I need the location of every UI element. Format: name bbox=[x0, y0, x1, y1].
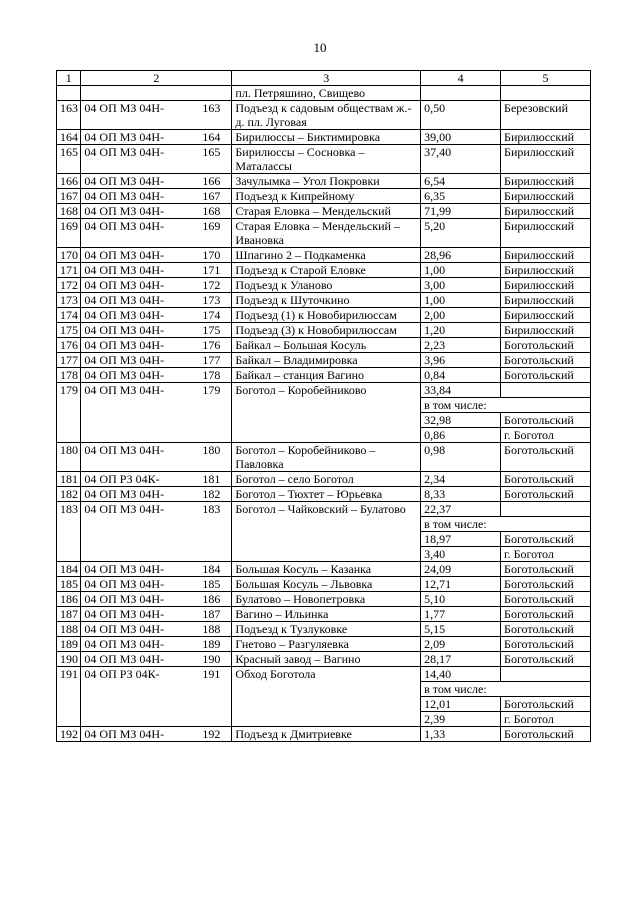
length-cell: 22,37 bbox=[421, 502, 501, 517]
table-row bbox=[57, 577, 591, 592]
district-cell: Бирилюсский bbox=[501, 263, 591, 278]
district-cell: Бирилюсский bbox=[501, 174, 591, 189]
road-code: 04 ОП МЗ 04Н- bbox=[84, 353, 165, 367]
row-id-cell: 166 bbox=[57, 174, 81, 189]
road-code-cell bbox=[81, 353, 232, 368]
length-cell: 0,84 bbox=[421, 368, 501, 383]
table-row bbox=[57, 622, 591, 637]
district-cell: Боготольский bbox=[501, 637, 591, 652]
length-cell: 6,35 bbox=[421, 189, 501, 204]
road-code-cell bbox=[81, 174, 232, 189]
table-row bbox=[57, 278, 591, 293]
road-code-cell bbox=[81, 145, 232, 174]
length-cell: 71,99 bbox=[421, 204, 501, 219]
row-id-cell: 188 bbox=[57, 622, 81, 637]
including-note-cell: в том числе: bbox=[421, 517, 591, 532]
district-cell: Бирилюсский bbox=[501, 130, 591, 145]
road-code: 04 ОП МЗ 04Н- bbox=[84, 607, 165, 621]
road-name-cell: Большая Косуль – Казанка bbox=[232, 562, 421, 577]
length-cell: 0,98 bbox=[421, 443, 501, 472]
length-cell: 2,00 bbox=[421, 308, 501, 323]
road-code-cell bbox=[81, 323, 232, 338]
length-cell: 0,50 bbox=[421, 101, 501, 130]
table-row bbox=[57, 248, 591, 263]
road-code-cell bbox=[81, 727, 232, 742]
road-code-cell bbox=[81, 338, 232, 353]
table-row bbox=[57, 338, 591, 353]
road-code: 04 ОП МЗ 04Н- bbox=[84, 577, 165, 591]
road-name-cell: Подъезд к Кипрейному bbox=[232, 189, 421, 204]
road-code: 04 ОП МЗ 04Н- bbox=[84, 637, 165, 651]
road-number: 172 bbox=[202, 278, 221, 292]
road-code-cell bbox=[81, 667, 232, 727]
row-id-cell: 176 bbox=[57, 338, 81, 353]
road-code: 04 ОП МЗ 04Н- bbox=[84, 368, 165, 382]
length-cell: 1,33 bbox=[421, 727, 501, 742]
length-cell: 12,01 bbox=[421, 697, 501, 712]
district-cell: Бирилюсский bbox=[501, 248, 591, 263]
road-name-cell: Подъезд к Шуточкино bbox=[232, 293, 421, 308]
road-name-cell: Обход Боготола bbox=[232, 667, 421, 727]
row-id-cell: 172 bbox=[57, 278, 81, 293]
row-id-cell: 186 bbox=[57, 592, 81, 607]
road-code: 04 ОП МЗ 04Н- bbox=[84, 293, 165, 307]
district-cell: Боготольский bbox=[501, 592, 591, 607]
road-code-cell bbox=[81, 263, 232, 278]
row-id-cell: 174 bbox=[57, 308, 81, 323]
road-number: 190 bbox=[202, 652, 221, 666]
row-id-cell: 185 bbox=[57, 577, 81, 592]
district-cell: г. Боготол bbox=[501, 428, 591, 443]
district-cell: Бирилюсский bbox=[501, 293, 591, 308]
row-id-cell: 181 bbox=[57, 472, 81, 487]
road-name-cell: Подъезд к Старой Еловке bbox=[232, 263, 421, 278]
road-number: 175 bbox=[202, 323, 221, 337]
road-number: 185 bbox=[202, 577, 221, 591]
row-id-cell: 164 bbox=[57, 130, 81, 145]
table-row bbox=[57, 443, 591, 472]
road-number: 167 bbox=[202, 189, 221, 203]
length-cell: 3,96 bbox=[421, 353, 501, 368]
road-code: 04 ОП МЗ 04Н- bbox=[84, 278, 165, 292]
road-name-cell: Боготол – село Боготол bbox=[232, 472, 421, 487]
length-cell: 18,97 bbox=[421, 532, 501, 547]
table-row bbox=[57, 667, 591, 682]
road-number: 168 bbox=[202, 204, 221, 218]
district-cell: Бирилюсский bbox=[501, 145, 591, 174]
road-code-cell bbox=[81, 383, 232, 443]
table-row bbox=[57, 368, 591, 383]
length-cell: 28,96 bbox=[421, 248, 501, 263]
roads-table bbox=[56, 70, 591, 742]
length-cell: 28,17 bbox=[421, 652, 501, 667]
road-code-cell bbox=[81, 622, 232, 637]
road-code: 04 ОП РЗ 04К- bbox=[84, 472, 160, 486]
district-cell: Боготольский bbox=[501, 607, 591, 622]
row-id-cell: 177 bbox=[57, 353, 81, 368]
road-number: 178 bbox=[202, 368, 221, 382]
road-code: 04 ОП МЗ 04Н- bbox=[84, 101, 165, 115]
road-name-cell: Старая Еловка – Мендельский bbox=[232, 204, 421, 219]
road-number: 192 bbox=[202, 727, 221, 741]
length-cell: 6,54 bbox=[421, 174, 501, 189]
row-id-cell: 187 bbox=[57, 607, 81, 622]
road-code: 04 ОП МЗ 04Н- bbox=[84, 622, 165, 636]
road-code: 04 ОП МЗ 04Н- bbox=[84, 443, 165, 457]
road-name-cell: Подъезд (1) к Новобирилюссам bbox=[232, 308, 421, 323]
road-name-cell: Боготол – Чайковский – Булатово bbox=[232, 502, 421, 562]
road-code-cell bbox=[81, 130, 232, 145]
row-id-cell: 191 bbox=[57, 667, 81, 727]
road-number: 191 bbox=[202, 667, 221, 681]
row-id-cell: 189 bbox=[57, 637, 81, 652]
row-id-cell: 169 bbox=[57, 219, 81, 248]
row-id-cell: 163 bbox=[57, 101, 81, 130]
table-row bbox=[57, 130, 591, 145]
table-row bbox=[57, 592, 591, 607]
including-note-cell: в том числе: bbox=[421, 682, 591, 697]
district-cell: Боготольский bbox=[501, 622, 591, 637]
row-id-cell: 183 bbox=[57, 502, 81, 562]
length-cell: 2,39 bbox=[421, 712, 501, 727]
district-cell: Боготольский bbox=[501, 353, 591, 368]
road-code: 04 ОП МЗ 04Н- bbox=[84, 562, 165, 576]
road-code-cell bbox=[81, 472, 232, 487]
district-cell: Боготольский bbox=[501, 368, 591, 383]
table-row bbox=[57, 383, 591, 398]
district-cell: Бирилюсский bbox=[501, 308, 591, 323]
length-cell: 0,86 bbox=[421, 428, 501, 443]
road-code-cell bbox=[81, 443, 232, 472]
district-cell: Боготольский bbox=[501, 532, 591, 547]
road-name-cell: Подъезд к Уланово bbox=[232, 278, 421, 293]
road-number: 170 bbox=[202, 248, 221, 262]
road-code: 04 ОП МЗ 04Н- bbox=[84, 248, 165, 262]
header-cell: 5 bbox=[501, 71, 591, 86]
district-cell: Боготольский bbox=[501, 443, 591, 472]
road-number: 177 bbox=[202, 353, 221, 367]
length-cell: 33,84 bbox=[421, 383, 501, 398]
road-name-cell: Байкал – Большая Косуль bbox=[232, 338, 421, 353]
header-cell: 2 bbox=[81, 71, 232, 86]
length-cell: 5,15 bbox=[421, 622, 501, 637]
row-id-cell: 167 bbox=[57, 189, 81, 204]
road-number: 180 bbox=[202, 443, 221, 457]
district-cell: Боготольский bbox=[501, 338, 591, 353]
road-name-cell: Булатово – Новопетровка bbox=[232, 592, 421, 607]
district-cell bbox=[501, 667, 591, 682]
road-number: 186 bbox=[202, 592, 221, 606]
road-name-cell: Байкал – станция Вагино bbox=[232, 368, 421, 383]
table-row-continuation bbox=[57, 86, 591, 101]
road-name-cell: Вагино – Ильинка bbox=[232, 607, 421, 622]
road-number: 163 bbox=[202, 101, 221, 115]
road-code: 04 ОП МЗ 04Н- bbox=[84, 263, 165, 277]
road-name-cell: Большая Косуль – Львовка bbox=[232, 577, 421, 592]
length-cell: 2,23 bbox=[421, 338, 501, 353]
road-code: 04 ОП МЗ 04Н- bbox=[84, 502, 165, 516]
road-code: 04 ОП МЗ 04Н- bbox=[84, 727, 165, 741]
road-name-cell: Подъезд к Тузлуковке bbox=[232, 622, 421, 637]
road-code: 04 ОП МЗ 04Н- bbox=[84, 308, 165, 322]
length-cell: 32,98 bbox=[421, 413, 501, 428]
row-id-cell: 184 bbox=[57, 562, 81, 577]
district-cell: Бирилюсский bbox=[501, 278, 591, 293]
road-number: 164 bbox=[202, 130, 221, 144]
table-row bbox=[57, 263, 591, 278]
length-cell: 24,09 bbox=[421, 562, 501, 577]
district-cell: Боготольский bbox=[501, 577, 591, 592]
road-code: 04 ОП МЗ 04Н- bbox=[84, 204, 165, 218]
road-number: 165 bbox=[202, 145, 221, 159]
table-row bbox=[57, 174, 591, 189]
table-row bbox=[57, 472, 591, 487]
road-name-cell: Гнетово – Разгуляевка bbox=[232, 637, 421, 652]
road-name-cell: Шпагино 2 – Подкаменка bbox=[232, 248, 421, 263]
row-id-cell: 178 bbox=[57, 368, 81, 383]
including-note-cell: в том числе: bbox=[421, 398, 591, 413]
road-name-cell: Бирилюссы – Биктимировка bbox=[232, 130, 421, 145]
header-cell: 4 bbox=[421, 71, 501, 86]
row-id-cell: 171 bbox=[57, 263, 81, 278]
road-name-cell: Зачулымка – Угол Покровки bbox=[232, 174, 421, 189]
road-code-cell bbox=[81, 577, 232, 592]
table-row bbox=[57, 652, 591, 667]
length-cell: 39,00 bbox=[421, 130, 501, 145]
road-code: 04 ОП МЗ 04Н- bbox=[84, 145, 165, 159]
district-cell bbox=[501, 502, 591, 517]
length-cell: 3,40 bbox=[421, 547, 501, 562]
district-cell: Боготольский bbox=[501, 727, 591, 742]
table-row bbox=[57, 562, 591, 577]
road-name-cell: Боготол – Тюхтет – Юрьевка bbox=[232, 487, 421, 502]
district-cell: Бирилюсский bbox=[501, 204, 591, 219]
road-name-cell: Боготол – Коробейниково bbox=[232, 383, 421, 443]
road-name-cell: Бирилюссы – Сосновка – Маталассы bbox=[232, 145, 421, 174]
road-code-cell bbox=[81, 652, 232, 667]
district-cell: г. Боготол bbox=[501, 712, 591, 727]
road-code-cell bbox=[81, 219, 232, 248]
road-number: 189 bbox=[202, 637, 221, 651]
table-row bbox=[57, 637, 591, 652]
length-cell: 8,33 bbox=[421, 487, 501, 502]
road-number: 166 bbox=[202, 174, 221, 188]
length-cell: 37,40 bbox=[421, 145, 501, 174]
road-name-cell: Подъезд к Дмитриевке bbox=[232, 727, 421, 742]
road-number: 173 bbox=[202, 293, 221, 307]
road-number: 183 bbox=[202, 502, 221, 516]
table-row bbox=[57, 219, 591, 248]
row-id-cell: 165 bbox=[57, 145, 81, 174]
road-name-cell: пл. Петряшино, Свищево bbox=[232, 86, 421, 101]
road-code-cell bbox=[81, 637, 232, 652]
road-code: 04 ОП МЗ 04Н- bbox=[84, 338, 165, 352]
road-code-cell bbox=[81, 607, 232, 622]
road-number: 171 bbox=[202, 263, 221, 277]
row-id-cell: 170 bbox=[57, 248, 81, 263]
length-cell: 12,71 bbox=[421, 577, 501, 592]
row-id-cell: 168 bbox=[57, 204, 81, 219]
length-cell: 3,00 bbox=[421, 278, 501, 293]
table-header-row bbox=[57, 71, 591, 86]
road-number: 184 bbox=[202, 562, 221, 576]
district-cell: Боготольский bbox=[501, 562, 591, 577]
length-cell: 2,09 bbox=[421, 637, 501, 652]
table-row bbox=[57, 487, 591, 502]
row-id-cell: 179 bbox=[57, 383, 81, 443]
table-row bbox=[57, 323, 591, 338]
length-cell: 1,77 bbox=[421, 607, 501, 622]
road-code: 04 ОП МЗ 04Н- bbox=[84, 174, 165, 188]
header-cell: 1 bbox=[57, 71, 81, 86]
road-name-cell: Подъезд (3) к Новобирилюссам bbox=[232, 323, 421, 338]
page-number: 10 bbox=[313, 40, 327, 55]
table-row bbox=[57, 607, 591, 622]
road-name-cell: Красный завод – Вагино bbox=[232, 652, 421, 667]
row-id-cell: 192 bbox=[57, 727, 81, 742]
road-number: 176 bbox=[202, 338, 221, 352]
road-code-cell bbox=[81, 278, 232, 293]
road-name-cell: Подъезд к садовым обществам ж.-д. пл. Луговая bbox=[232, 101, 421, 130]
road-code: 04 ОП МЗ 04Н- bbox=[84, 189, 165, 203]
road-code: 04 ОП МЗ 04Н- bbox=[84, 130, 165, 144]
length-cell: 1,20 bbox=[421, 323, 501, 338]
district-cell: Бирилюсский bbox=[501, 219, 591, 248]
length-cell: 14,40 bbox=[421, 667, 501, 682]
row-id-cell: 175 bbox=[57, 323, 81, 338]
district-cell: г. Боготол bbox=[501, 547, 591, 562]
road-code-cell bbox=[81, 204, 232, 219]
header-cell: 3 bbox=[232, 71, 421, 86]
road-code-cell bbox=[81, 368, 232, 383]
length-cell: 2,34 bbox=[421, 472, 501, 487]
row-id-cell: 180 bbox=[57, 443, 81, 472]
road-code: 04 ОП МЗ 04Н- bbox=[84, 592, 165, 606]
road-code: 04 ОП МЗ 04Н- bbox=[84, 383, 165, 397]
length-cell: 1,00 bbox=[421, 293, 501, 308]
road-code: 04 ОП МЗ 04Н- bbox=[84, 323, 165, 337]
road-code-cell bbox=[81, 502, 232, 562]
district-cell: Боготольский bbox=[501, 413, 591, 428]
district-cell: Боготольский bbox=[501, 487, 591, 502]
road-code: 04 ОП МЗ 04Н- bbox=[84, 652, 165, 666]
district-cell: Бирилюсский bbox=[501, 323, 591, 338]
table-row bbox=[57, 308, 591, 323]
table-row bbox=[57, 101, 591, 130]
road-name-cell: Старая Еловка – Мендельский – Ивановка bbox=[232, 219, 421, 248]
road-code: 04 ОП МЗ 04Н- bbox=[84, 219, 165, 233]
road-code-cell bbox=[81, 562, 232, 577]
road-number: 182 bbox=[202, 487, 221, 501]
road-code-cell bbox=[81, 189, 232, 204]
road-number: 169 bbox=[202, 219, 221, 233]
row-id-cell: 190 bbox=[57, 652, 81, 667]
road-number: 187 bbox=[202, 607, 221, 621]
district-cell: Боготольский bbox=[501, 697, 591, 712]
table-row bbox=[57, 353, 591, 368]
row-id-cell: 173 bbox=[57, 293, 81, 308]
road-code-cell bbox=[81, 293, 232, 308]
road-number: 179 bbox=[202, 383, 221, 397]
length-cell: 1,00 bbox=[421, 263, 501, 278]
road-code-cell bbox=[81, 308, 232, 323]
district-cell: Боготольский bbox=[501, 472, 591, 487]
table-row bbox=[57, 145, 591, 174]
table-row bbox=[57, 189, 591, 204]
length-cell: 5,10 bbox=[421, 592, 501, 607]
district-cell: Березовский bbox=[501, 101, 591, 130]
road-code-cell bbox=[81, 248, 232, 263]
road-code: 04 ОП МЗ 04Н- bbox=[84, 487, 165, 501]
table-row bbox=[57, 502, 591, 517]
table-row bbox=[57, 293, 591, 308]
table-row bbox=[57, 727, 591, 742]
row-id-cell: 182 bbox=[57, 487, 81, 502]
road-number: 174 bbox=[202, 308, 221, 322]
road-name-cell: Байкал – Владимировка bbox=[232, 353, 421, 368]
length-cell: 5,20 bbox=[421, 219, 501, 248]
district-cell: Боготольский bbox=[501, 652, 591, 667]
table-row bbox=[57, 204, 591, 219]
district-cell bbox=[501, 383, 591, 398]
road-code-cell bbox=[81, 487, 232, 502]
district-cell: Бирилюсский bbox=[501, 189, 591, 204]
road-name-cell: Боготол – Коробейниково – Павловка bbox=[232, 443, 421, 472]
road-code-cell bbox=[81, 101, 232, 130]
road-number: 181 bbox=[202, 472, 221, 486]
road-code-cell bbox=[81, 592, 232, 607]
road-number: 188 bbox=[202, 622, 221, 636]
road-code: 04 ОП РЗ 04К- bbox=[84, 667, 160, 681]
